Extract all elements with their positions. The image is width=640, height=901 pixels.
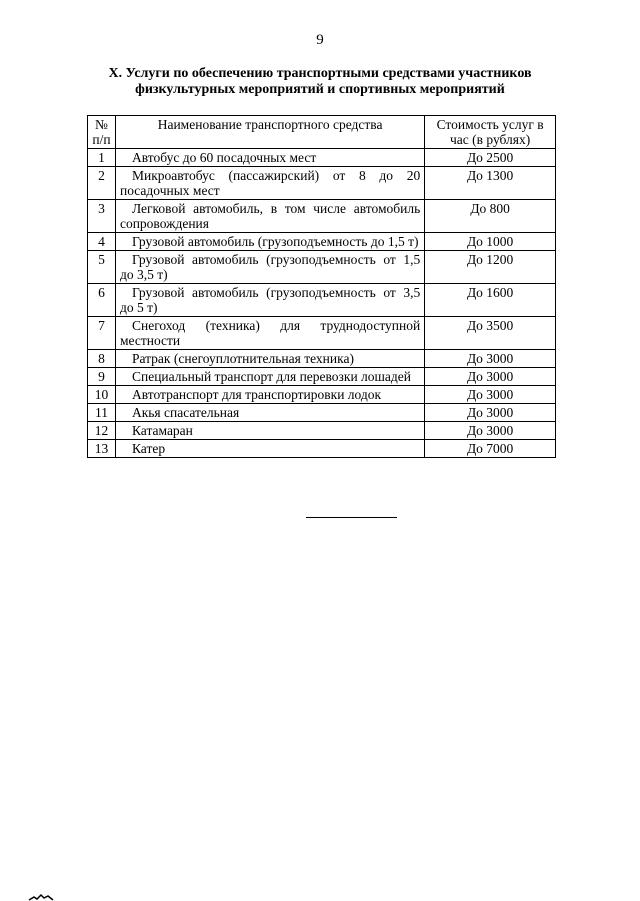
table-row xyxy=(88,200,556,233)
vehicle-name: Ратрак (снегоуплотнительная техника) xyxy=(115,350,424,368)
table-row xyxy=(88,251,556,284)
end-of-section-rule xyxy=(306,517,397,518)
column-header-vehicle-name: Наименование транспортного средства xyxy=(115,116,424,149)
vehicle-name: Специальный транспорт для перевозки лошадей xyxy=(115,368,424,386)
section-title-line-1: X. Услуги по обеспечению транспортными средствами участников xyxy=(108,66,532,81)
table-row xyxy=(88,167,556,200)
service-cost: До 3000 xyxy=(425,386,556,404)
service-cost: До 7000 xyxy=(425,440,556,458)
section-title xyxy=(60,66,580,98)
row-number: 5 xyxy=(88,251,116,284)
vehicle-name: Автобус до 60 посадочных мест xyxy=(115,149,424,167)
service-cost: До 3000 xyxy=(425,422,556,440)
vehicle-name: Катер xyxy=(115,440,424,458)
table-row xyxy=(88,233,556,251)
vehicle-name: Грузовой автомобиль (грузоподъемность от 3,5 до 5 т) xyxy=(115,284,424,317)
page-number: 9 xyxy=(316,32,324,48)
vehicle-name: Легковой автомобиль, в том числе автомобиль сопровождения xyxy=(115,200,424,233)
row-number: 9 xyxy=(88,368,116,386)
row-number: 8 xyxy=(88,350,116,368)
service-cost: До 3500 xyxy=(425,317,556,350)
service-cost: До 3000 xyxy=(425,368,556,386)
row-number: 12 xyxy=(88,422,116,440)
row-number: 10 xyxy=(88,386,116,404)
service-cost: До 1000 xyxy=(425,233,556,251)
scan-mark xyxy=(28,891,54,901)
row-number: 13 xyxy=(88,440,116,458)
service-cost: До 3000 xyxy=(425,404,556,422)
vehicle-name: Микроавтобус (пассажирский) от 8 до 20 посадочных мест xyxy=(115,167,424,200)
vehicle-name: Катамаран xyxy=(115,422,424,440)
vehicle-name: Акья спасательная xyxy=(115,404,424,422)
table-row xyxy=(88,422,556,440)
service-cost: До 1300 xyxy=(425,167,556,200)
vehicle-name: Автотранспорт для транспортировки лодок xyxy=(115,386,424,404)
table-row xyxy=(88,386,556,404)
row-number: 11 xyxy=(88,404,116,422)
column-header-number: № п/п xyxy=(88,116,116,149)
service-cost: До 2500 xyxy=(425,149,556,167)
service-cost: До 1600 xyxy=(425,284,556,317)
row-number: 1 xyxy=(88,149,116,167)
table-row xyxy=(88,284,556,317)
service-cost: До 800 xyxy=(425,200,556,233)
table-header-row xyxy=(88,116,556,149)
vehicle-name: Снегоход (техника) для труднодоступной местности xyxy=(115,317,424,350)
row-number: 6 xyxy=(88,284,116,317)
services-table xyxy=(87,115,556,458)
table-row xyxy=(88,368,556,386)
table-row xyxy=(88,350,556,368)
table-row xyxy=(88,317,556,350)
table-row xyxy=(88,440,556,458)
row-number: 4 xyxy=(88,233,116,251)
vehicle-name: Грузовой автомобиль (грузоподъемность от 1,5 до 3,5 т) xyxy=(115,251,424,284)
vehicle-name: Грузовой автомобиль (грузоподъемность до 1,5 т) xyxy=(115,233,424,251)
row-number: 7 xyxy=(88,317,116,350)
row-number: 3 xyxy=(88,200,116,233)
column-header-cost: Стоимость услуг в час (в рублях) xyxy=(425,116,556,149)
table-row xyxy=(88,404,556,422)
service-cost: До 1200 xyxy=(425,251,556,284)
row-number: 2 xyxy=(88,167,116,200)
service-cost: До 3000 xyxy=(425,350,556,368)
table-row xyxy=(88,149,556,167)
section-title-line-2: физкультурных мероприятий и спортивных мероприятий xyxy=(135,82,505,97)
